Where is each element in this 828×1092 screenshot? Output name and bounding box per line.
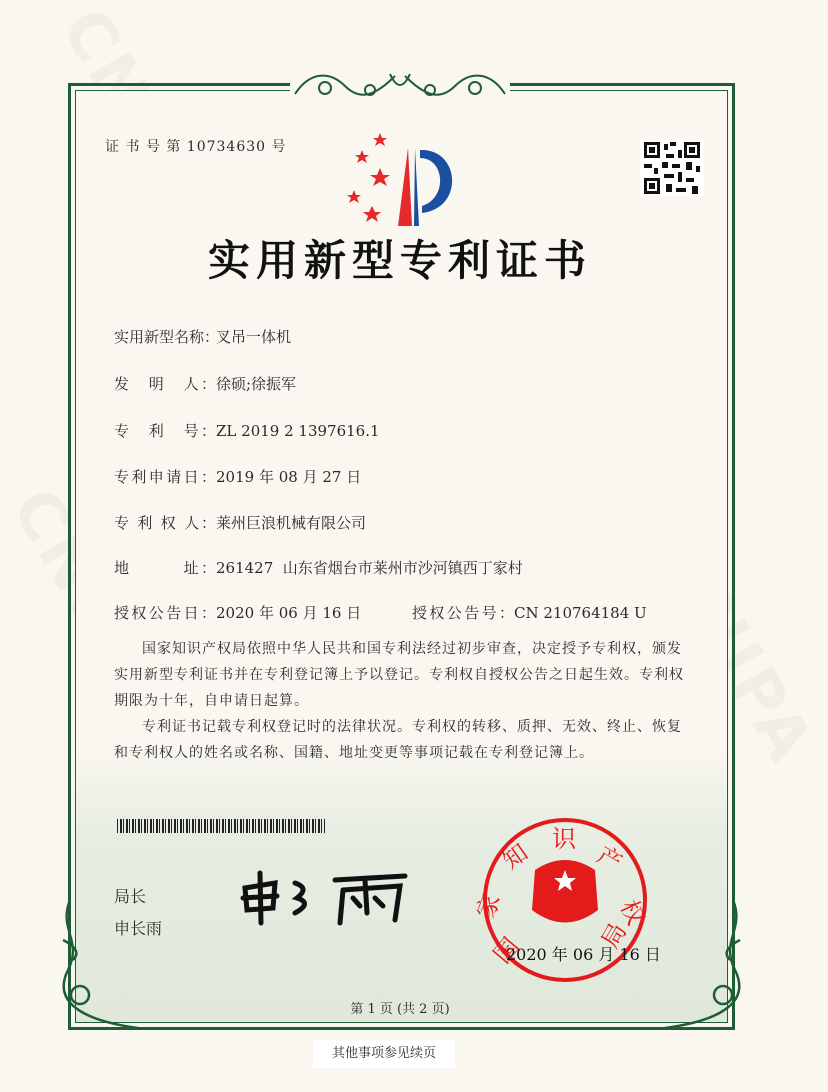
svg-text:国: 国 <box>488 932 526 969</box>
certificate-number: 证 书 号 第 10734630 号 <box>105 139 287 155</box>
svg-text:知: 知 <box>497 838 534 875</box>
svg-text:权: 权 <box>614 895 651 930</box>
field-patent-number: 专 利 号：ZL 2019 2 1397616.1 <box>114 422 380 440</box>
field-grant-date: 授权公告日：2020 年 06 月 16 日 <box>114 604 362 622</box>
svg-text:家: 家 <box>471 889 506 923</box>
signature <box>235 868 415 928</box>
field-inventor: 发 明 人：徐硕;徐振军 <box>114 375 297 393</box>
legal-paragraph-2: 专利证书记载专利权登记时的法律状况。专利权的转移、质押、无效、终止、恢复和专利权人的姓名或名称、国籍、地址变更等事项记载在专利登记簿上。 <box>114 719 682 761</box>
svg-text:局: 局 <box>595 918 633 953</box>
seal-date: 2020 年 06 月 16 日 <box>506 945 661 964</box>
field-application-date: 专利申请日：2019 年 08 月 27 日 <box>114 468 362 486</box>
qr-code[interactable] <box>640 140 704 196</box>
legal-paragraph-1: 国家知识产权局依照中华人民共和国专利法经过初步审查，决定授予专利权，颁发实用新型专利证书并在专利登记簿上予以登记。专利权自授权公告之日起生效。专利权期限为十年，自申请日起算。 <box>114 641 684 709</box>
signatory-title: 局长 <box>114 887 147 906</box>
svg-text:产: 产 <box>592 840 627 878</box>
cnipa-logo <box>340 128 465 228</box>
certificate-title: 实用新型专利证书 <box>207 236 592 285</box>
field-patentee: 专 利 权 人：莱州巨浪机械有限公司 <box>114 514 367 532</box>
top-ornament-icon <box>290 66 510 102</box>
continuation-note: 其他事项参见续页 <box>313 1040 455 1068</box>
field-address: 地 址：261427 山东省烟台市莱州市沙河镇西丁家村 <box>114 559 523 577</box>
page-number: 第 1 页 (共 2 页) <box>350 1002 450 1017</box>
field-grant-pub-no: 授权公告号：CN 210764184 U <box>412 604 647 622</box>
barcode <box>117 819 325 833</box>
field-name: 实用新型名称：叉吊一体机 <box>114 328 292 346</box>
svg-text:识: 识 <box>552 825 576 853</box>
signatory-name: 申长雨 <box>114 919 163 938</box>
